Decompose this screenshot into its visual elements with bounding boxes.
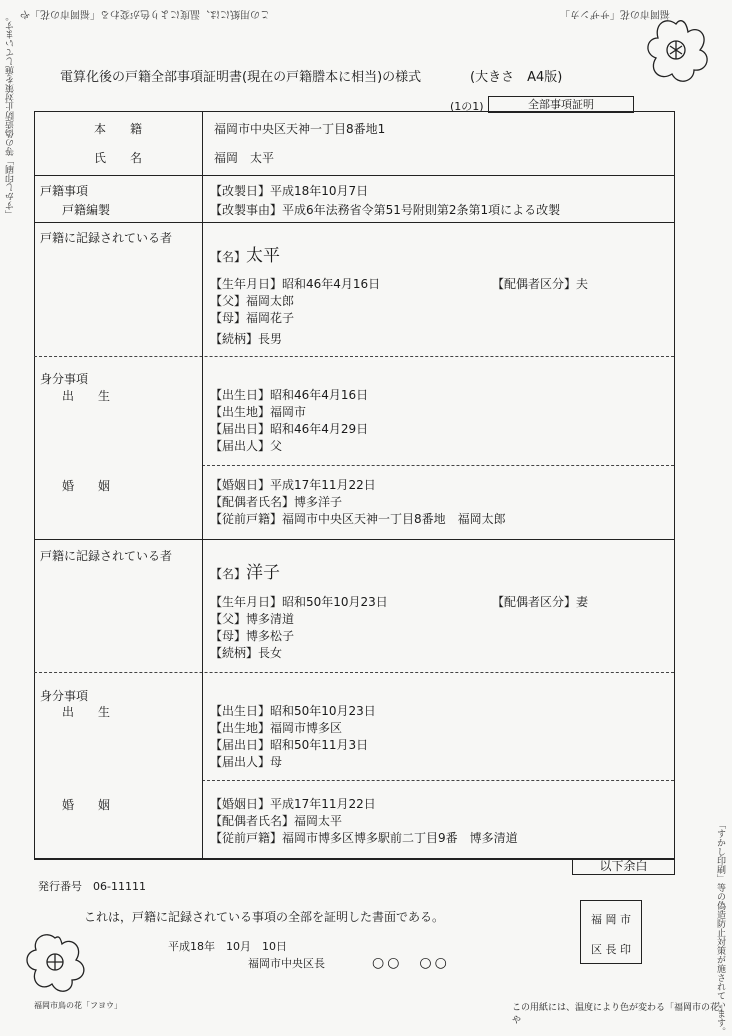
shimei-value: 福岡 太平 [214, 151, 275, 165]
top-right-note: 福岡市の花「サザンカ」 [560, 8, 670, 19]
person2-marriage-date: 【婚姻日】平成17年11月22日 [210, 797, 376, 811]
stamp-line-2: 区 長 印 [591, 943, 631, 956]
person2-birth-label: 出 生 [62, 705, 111, 719]
person2-spouse-class: 【配偶者区分】妻 [492, 595, 589, 609]
issue-date: 平成18年 10月 10日 [168, 940, 287, 953]
row-divider [34, 356, 674, 357]
stamp-line-1: 福 岡 市 [591, 913, 631, 926]
person2-label: 戸籍に記録されている者 [40, 549, 173, 563]
person1-father: 【父】福岡太郎 [210, 294, 295, 308]
person2-spouse-name: 【配偶者氏名】福岡太平 [210, 814, 343, 828]
row-divider [202, 465, 674, 466]
person2-reporter: 【届出人】母 [210, 755, 283, 769]
top-left-note: この用紙には、温度により色が変わる「福岡市の花」や [20, 8, 270, 19]
person1-birth-label: 出 生 [62, 389, 111, 403]
certificate-type-label: 全部事項証明 [488, 96, 634, 113]
row-divider [34, 222, 674, 223]
person1-label: 戸籍に記録されている者 [40, 231, 173, 245]
person2-father: 【父】博多清道 [210, 612, 295, 626]
row-divider [34, 175, 674, 176]
size-note: (大きさ A4版) [470, 70, 563, 85]
person1-mibun-label: 身分事項 [40, 372, 89, 386]
person1-prev-koseki: 【従前戸籍】福岡市中央区天神一丁目8番地 福岡太郎 [210, 512, 506, 526]
honseki-label: 本 籍 [94, 122, 143, 136]
person1-birthdate: 【生年月日】昭和46年4月16日 [210, 277, 381, 291]
column-divider [202, 111, 203, 858]
person2-report-date: 【届出日】昭和50年11月3日 [210, 738, 369, 752]
person1-spouse-class: 【配偶者区分】夫 [492, 277, 589, 291]
remainder-label: 以下余白 [572, 858, 675, 875]
person1-birth-date: 【出生日】昭和46年4月16日 [210, 388, 369, 402]
person1-reporter: 【届出人】父 [210, 439, 283, 453]
sazanka-flower-icon [640, 14, 712, 90]
shimei-label: 氏 名 [94, 151, 143, 165]
person2-name: 【名】洋子 [210, 563, 281, 583]
person1-spouse-name: 【配偶者氏名】博多洋子 [210, 495, 343, 509]
person2-birthdate: 【生年月日】昭和50年10月23日 [210, 595, 388, 609]
person1-relation: 【続柄】長男 [210, 332, 283, 346]
person1-mother: 【母】福岡花子 [210, 311, 295, 325]
page-indicator: (1の1) [450, 100, 484, 113]
issue-number: 発行番号 06-11111 [38, 880, 146, 893]
fuyou-flower-icon [22, 930, 88, 996]
bottom-note: この用紙には、温度により色が変わる「福岡市の花」や [512, 1003, 729, 1026]
row-divider [202, 780, 674, 781]
person1-marriage-label: 婚 姻 [62, 479, 111, 493]
person2-relation: 【続柄】長女 [210, 646, 283, 660]
left-side-note: 「すかし印刷」等の偽造防止対策を施しています。 [6, 12, 16, 219]
person1-birth-place: 【出生地】福岡市 [210, 405, 307, 419]
official-stamp-box [580, 900, 642, 964]
flower-caption: 福岡市鳥の花「フヨウ」 [34, 1001, 122, 1010]
person2-birth-date: 【出生日】昭和50年10月23日 [210, 704, 376, 718]
honseki-value: 福岡市中央区天神一丁目8番地1 [214, 122, 386, 136]
kaisei-date: 【改製日】平成18年10月7日 [210, 184, 369, 198]
person2-mother: 【母】博多松子 [210, 629, 295, 643]
person1-name: 【名】太平 [210, 246, 281, 266]
person2-mibun-label: 身分事項 [40, 689, 89, 703]
koseki-hensei-label: 戸籍編製 [62, 203, 111, 217]
koseki-jiko-label: 戸籍事項 [40, 184, 89, 198]
kaisei-reason: 【改製事由】平成6年法務省令第51号附則第2条第1項による改製 [210, 203, 561, 217]
right-side-note: 「すかし印刷」等の偽造防止対策が施されています。 [715, 820, 725, 1036]
person1-report-date: 【届出日】昭和46年4月29日 [210, 422, 369, 436]
person2-prev-koseki: 【従前戸籍】福岡市博多区博多駅前二丁目9番 博多清道 [210, 831, 518, 845]
person1-marriage-date: 【婚姻日】平成17年11月22日 [210, 478, 376, 492]
issuer-title: 福岡市中央区長 [248, 957, 325, 970]
certification-statement: これは，戸籍に記録されている事項の全部を証明した書面である。 [84, 910, 445, 924]
person2-birth-place: 【出生地】福岡市博多区 [210, 721, 343, 735]
issuer-name-placeholder: ○○ ○○ [372, 955, 450, 971]
row-divider [34, 539, 674, 540]
row-divider [34, 672, 674, 673]
person2-marriage-label: 婚 姻 [62, 798, 111, 812]
page-title: 電算化後の戸籍全部事項証明書(現在の戸籍謄本に相当)の様式 [60, 70, 422, 85]
